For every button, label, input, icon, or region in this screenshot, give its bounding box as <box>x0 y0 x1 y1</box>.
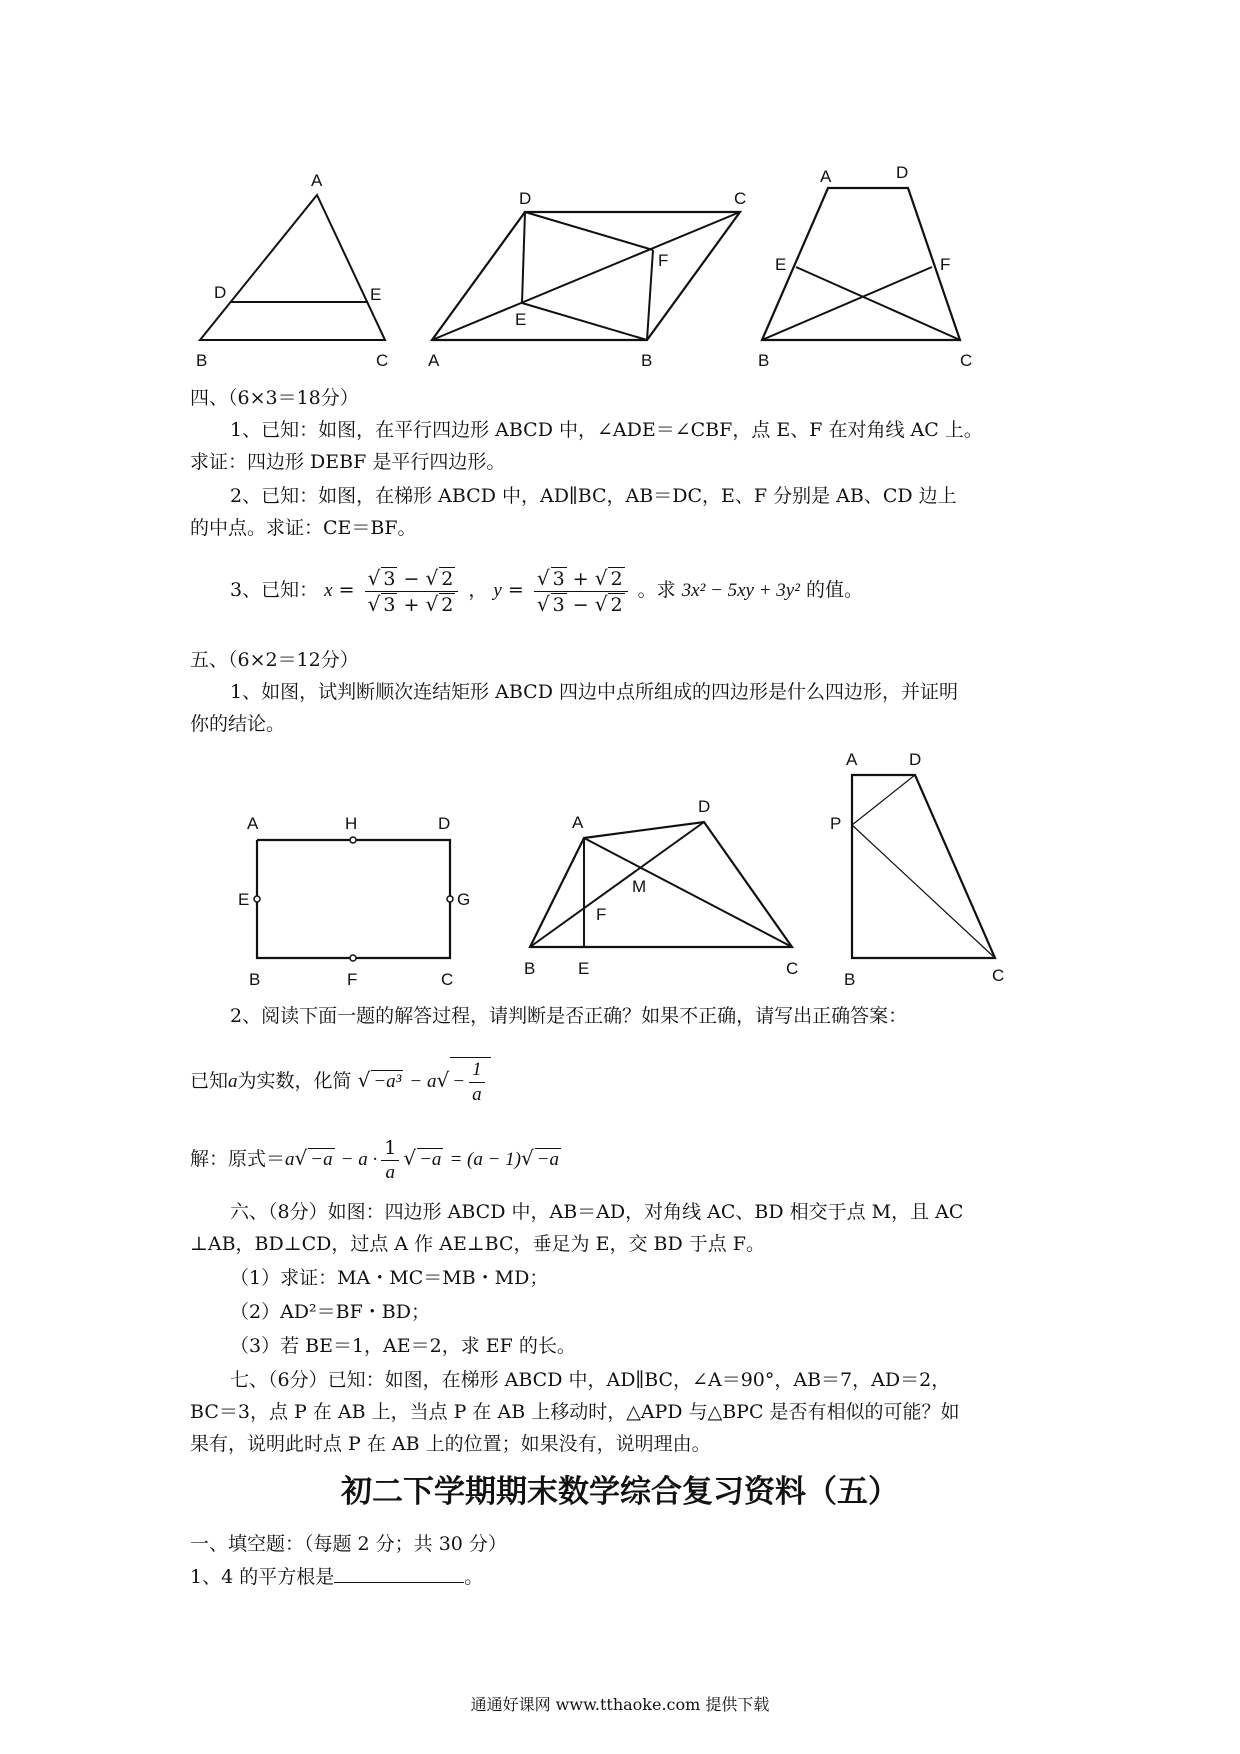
label-F: F <box>658 251 669 270</box>
section6-line1: 六、（8分）如图：四边形 ABCD 中，AB＝AD，对角线 AC、BD 相交于点 M，且 AC <box>230 1201 964 1223</box>
label-C: C <box>734 189 747 208</box>
label-C: C <box>786 959 799 978</box>
label-D: D <box>909 750 922 769</box>
section4-q2-line1: 2、已知：如图，在梯形 ABCD 中，AD∥BC，AB＝DC，E、F 分别是 AB、CD 边上 <box>230 485 957 507</box>
part1-heading: 一、填空题：（每题 2 分；共 30 分） <box>190 1533 507 1555</box>
label-F: F <box>596 905 607 924</box>
answer-blank[interactable] <box>334 1562 464 1583</box>
q3-comma: ， <box>468 579 488 601</box>
label-P: P <box>830 814 842 833</box>
section5-heading: 五、（6×2＝12分） <box>190 649 359 671</box>
fraction-x: $\frac{√ 3 - √ 2}{√ 3 + √ 2}$ <box>365 566 459 617</box>
label-D: D <box>438 814 451 833</box>
label-B: B <box>196 351 208 370</box>
label-E: E <box>515 310 527 329</box>
q3-eq: = <box>338 579 355 601</box>
section5-q2-given: 已知a为实数，化简 √ −a³ − a√ − $\frac{1}{a}$ <box>190 1052 491 1110</box>
label-E: E <box>578 959 590 978</box>
section7-line2: BC＝3，点 P 在 AB 上，当点 P 在 AB 上移动时，△APD 与△BPC 是否有相似的可能？如 <box>190 1401 960 1423</box>
footer: 通通好课网 www.tthaoke.com 提供下载 <box>470 1695 770 1714</box>
label-M: M <box>632 877 647 896</box>
label-H: H <box>345 814 358 833</box>
q3-x: x <box>324 580 333 601</box>
section6-part1: （1）求证：MA・MC＝MB・MD； <box>230 1267 549 1289</box>
label-A: A <box>572 813 584 832</box>
label-A: A <box>311 171 323 190</box>
label-C: C <box>441 970 454 989</box>
figure-parallelogram <box>420 180 760 370</box>
label-A: A <box>428 351 440 370</box>
section4-heading: 四、（6×3＝18分） <box>190 387 359 409</box>
label-G: G <box>457 890 471 909</box>
section4-q1-line2: 求证：四边形 DEBF 是平行四边形。 <box>190 451 506 473</box>
q3-y: y <box>493 580 502 601</box>
label-F: F <box>940 255 951 274</box>
section6-line2: ⊥AB，BD⊥CD，过点 A 作 AE⊥BC，垂足为 E，交 BD 于点 F。 <box>190 1233 765 1255</box>
section7-line1: 七、（6分）已知：如图，在梯形 ABCD 中，AD∥BC，∠A＝90°，AB＝7，AD＝2， <box>230 1369 951 1391</box>
q3-eq2: = <box>507 579 524 601</box>
label-B: B <box>844 970 856 989</box>
page-title: 初二下学期期末数学综合复习资料（五） <box>341 1474 899 1510</box>
section4-q2-line2: 的中点。求证：CE＝BF。 <box>190 517 417 539</box>
figure-right-trapezoid <box>820 745 1020 990</box>
figure-rectangle <box>235 805 475 995</box>
label-C: C <box>960 351 973 370</box>
section6-part2: （2）AD²＝BF・BD； <box>230 1301 431 1323</box>
section4-q1-line1: 1、已知：如图，在平行四边形 ABCD 中，∠ADE＝∠CBF，点 E、F 在对角线 AC 上。 <box>230 419 983 441</box>
label-B: B <box>758 351 770 370</box>
section5-q2-solution: 解：原式＝a√ −a − a · $\frac{1}{a}$ √ −a = (a − 1)√ −a <box>190 1136 560 1183</box>
q3-ask: 。求 <box>637 579 676 601</box>
label-F: F <box>347 970 358 989</box>
section4-q3 <box>230 560 863 621</box>
label-D: D <box>214 283 227 302</box>
label-B: B <box>641 351 653 370</box>
label-C: C <box>376 351 389 370</box>
q3-expression: 3x² − 5xy + 3y² <box>681 580 800 601</box>
label-D: D <box>698 797 711 816</box>
label-E: E <box>238 890 250 909</box>
label-D: D <box>896 163 909 182</box>
label-B: B <box>524 959 536 978</box>
section6-part3: （3）若 BE＝1，AE＝2，求 EF 的长。 <box>230 1335 576 1357</box>
q3-end: 的值。 <box>806 579 864 601</box>
label-A: A <box>247 814 259 833</box>
q3-prefix: 3、已知： <box>230 579 319 601</box>
label-A: A <box>846 750 858 769</box>
label-C: C <box>992 966 1005 985</box>
section7-line3: 果有，说明此时点 P 在 AB 上的位置；如果没有，说明理由。 <box>190 1433 711 1455</box>
label-E: E <box>370 285 382 304</box>
section5-q1-line2: 你的结论。 <box>190 713 286 735</box>
label-A: A <box>820 167 832 186</box>
label-B: B <box>249 970 261 989</box>
figure-quadrilateral <box>520 790 820 990</box>
figure-triangle <box>190 160 400 370</box>
part1-q1: 1、4 的平方根是 。 <box>190 1562 483 1591</box>
section5-q1-line1: 1、如图，试判断顺次连结矩形 ABCD 四边中点所组成的四边形是什么四边形，并证明 <box>230 681 958 703</box>
section5-q2-line1: 2、阅读下面一题的解答过程，请判断是否正确？如果不正确，请写出正确答案： <box>230 1005 908 1027</box>
figure-trapezoid <box>750 160 980 370</box>
fraction-y: $\frac{√ 3 + √ 2}{√ 3 - √ 2}$ <box>534 566 628 617</box>
label-D: D <box>519 189 532 208</box>
label-E: E <box>775 255 787 274</box>
